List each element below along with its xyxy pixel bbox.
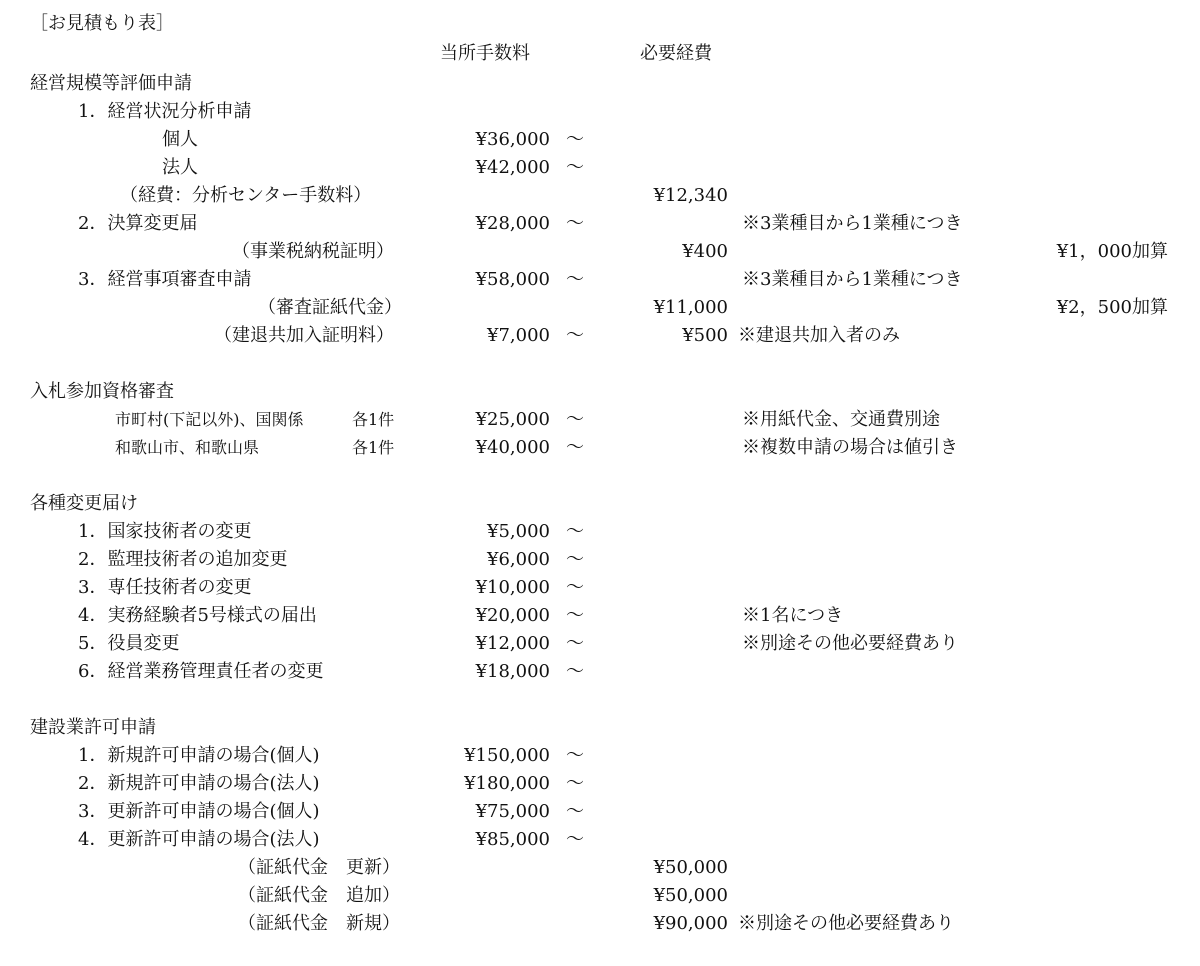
- row-label: 2．新規許可申請の場合(法人): [78, 773, 320, 794]
- tilde-mark: ～: [566, 129, 584, 150]
- required-cost-header: 必要経費: [640, 43, 712, 64]
- row-label: （証紙代金 追加）: [238, 885, 400, 906]
- row-label: 2．決算変更届: [78, 213, 198, 234]
- row-label: 6．経営業務管理責任者の変更: [78, 661, 324, 682]
- note-text: ※複数申請の場合は値引き: [742, 437, 958, 458]
- fee-value: ¥75,000: [475, 801, 550, 822]
- tilde-mark: ～: [566, 801, 584, 822]
- row-label: （証紙代金 更新）: [238, 857, 400, 878]
- row-label: （建退共加入証明料）: [214, 325, 394, 346]
- tilde-mark: ～: [566, 409, 584, 430]
- row-label: 3．専任技術者の変更: [78, 577, 252, 598]
- cost-value: ¥50,000: [653, 857, 728, 878]
- fee-value: ¥150,000: [464, 745, 550, 766]
- note-text: ※3業種目から1業種につき: [742, 269, 963, 290]
- fee-value: ¥7,000: [487, 325, 550, 346]
- row-label: 5．役員変更: [78, 633, 180, 654]
- note-text: ※1名につき: [742, 605, 844, 626]
- row-label: 4．更新許可申請の場合(法人): [78, 829, 320, 850]
- section-heading: 各種変更届け: [30, 493, 138, 514]
- section-heading: 建設業許可申請: [30, 717, 156, 738]
- row-label: 4．実務経験者5号様式の届出: [78, 605, 317, 626]
- tilde-mark: ～: [566, 325, 584, 346]
- fee-value: ¥10,000: [475, 577, 550, 598]
- count-text: 各1件: [352, 438, 395, 457]
- tilde-mark: ～: [566, 745, 584, 766]
- row-label: 1．経営状況分析申請: [78, 101, 252, 122]
- tilde-mark: ～: [566, 213, 584, 234]
- section-heading: 経営規模等評価申請: [30, 73, 192, 94]
- extra-charge: ¥1，000加算: [1056, 241, 1168, 262]
- row-label: （経費：分析センター手数料）: [120, 185, 372, 206]
- cost-value: ¥11,000: [653, 297, 728, 318]
- row-label: 2．監理技術者の追加変更: [78, 549, 288, 570]
- extra-charge: ¥2，500加算: [1056, 297, 1168, 318]
- row-label: （証紙代金 新規）: [238, 913, 400, 934]
- fee-value: ¥40,000: [475, 437, 550, 458]
- tilde-mark: ～: [566, 437, 584, 458]
- note-text: ※3業種目から1業種につき: [742, 213, 963, 234]
- note-text: ※別途その他必要経費あり: [738, 913, 954, 934]
- fee-value: ¥20,000: [475, 605, 550, 626]
- tilde-mark: ～: [566, 605, 584, 626]
- fee-value: ¥58,000: [475, 269, 550, 290]
- fee-value: ¥36,000: [475, 129, 550, 150]
- tilde-mark: ～: [566, 773, 584, 794]
- row-label: （審査証紙代金）: [258, 297, 402, 318]
- cost-value: ¥90,000: [653, 913, 728, 934]
- tilde-mark: ～: [566, 829, 584, 850]
- note-text: ※建退共加入者のみ: [738, 325, 900, 346]
- cost-value: ¥50,000: [653, 885, 728, 906]
- row-label: 3．経営事項審査申請: [78, 269, 252, 290]
- cost-value: ¥12,340: [653, 185, 728, 206]
- row-label: 法人: [162, 157, 198, 178]
- cost-value: ¥500: [682, 325, 728, 346]
- row-label: 個人: [162, 129, 198, 150]
- office-fee-header: 当所手数料: [440, 43, 530, 64]
- fee-value: ¥12,000: [475, 633, 550, 654]
- fee-value: ¥85,000: [475, 829, 550, 850]
- row-label: 1．新規許可申請の場合(個人): [78, 745, 320, 766]
- tilde-mark: ～: [566, 661, 584, 682]
- count-text: 各1件: [352, 410, 395, 429]
- tilde-mark: ～: [566, 157, 584, 178]
- fee-value: ¥25,000: [475, 409, 550, 430]
- fee-value: ¥6,000: [487, 549, 550, 570]
- row-label: 1．国家技術者の変更: [78, 521, 252, 542]
- fee-value: ¥18,000: [475, 661, 550, 682]
- document-title: ［お見積もり表］: [30, 13, 174, 34]
- tilde-mark: ～: [566, 577, 584, 598]
- row-label: 3．更新許可申請の場合(個人): [78, 801, 320, 822]
- row-label: 市町村(下記以外)、国関係: [115, 410, 304, 429]
- note-text: ※用紙代金、交通費別途: [742, 409, 940, 430]
- tilde-mark: ～: [566, 269, 584, 290]
- fee-value: ¥180,000: [464, 773, 550, 794]
- tilde-mark: ～: [566, 521, 584, 542]
- fee-value: ¥5,000: [487, 521, 550, 542]
- tilde-mark: ～: [566, 633, 584, 654]
- section-heading: 入札参加資格審査: [30, 381, 174, 402]
- cost-value: ¥400: [682, 241, 728, 262]
- row-label: （事業税納税証明）: [232, 241, 394, 262]
- row-label: 和歌山市、和歌山県: [115, 438, 260, 457]
- tilde-mark: ～: [566, 549, 584, 570]
- note-text: ※別途その他必要経費あり: [742, 633, 958, 654]
- fee-value: ¥42,000: [475, 157, 550, 178]
- fee-value: ¥28,000: [475, 213, 550, 234]
